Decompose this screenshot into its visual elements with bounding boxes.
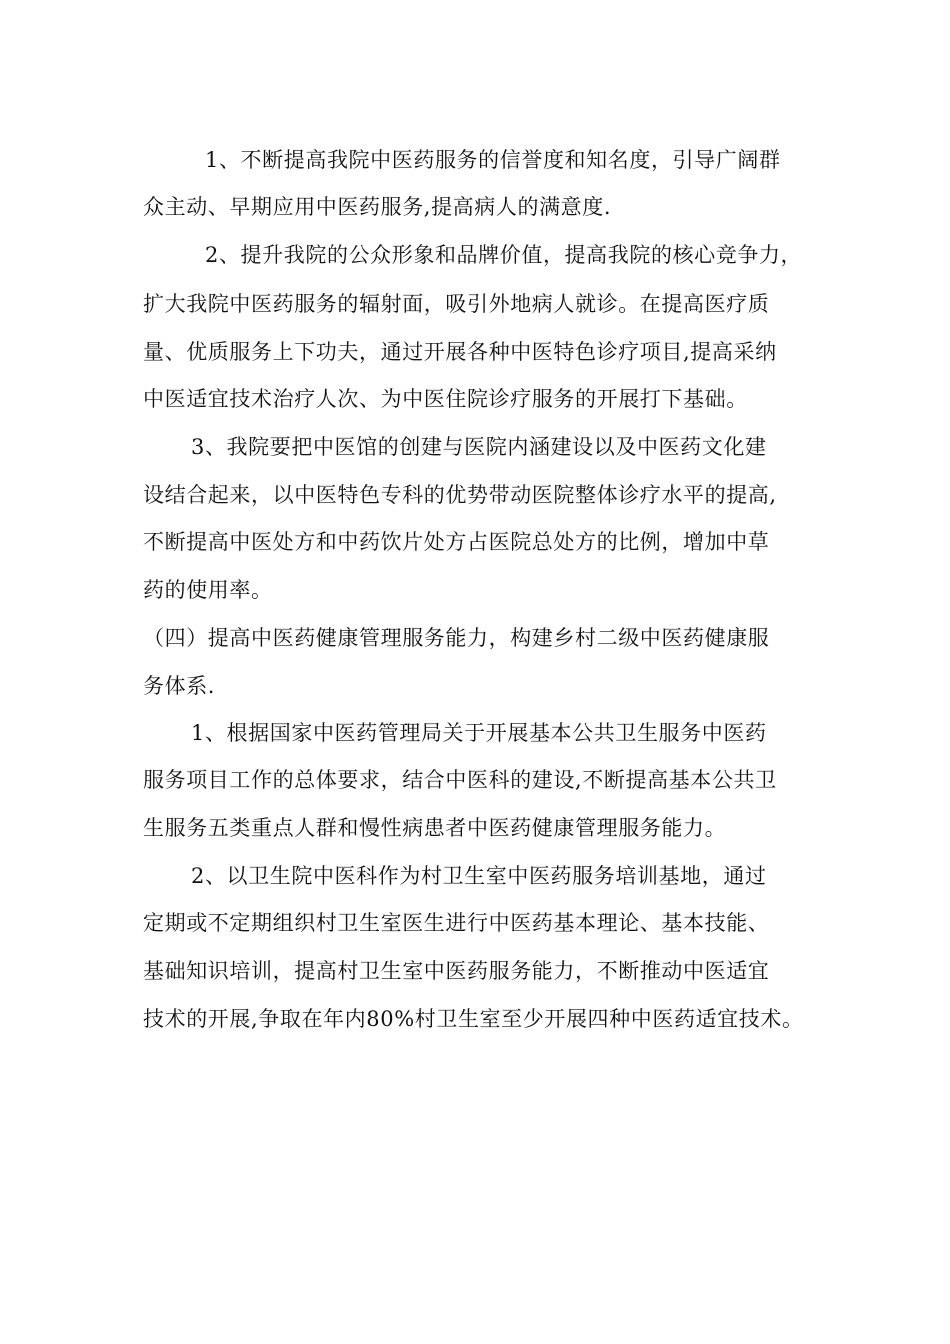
paragraph-5-line-4: 技术的开展,争取在年内80%村卫生室至少开展四种中医药适宜技术。 — [143, 1007, 804, 1031]
paragraph-3-line-2: 设结合起来，以中医特色专科的优势带动医院整体诊疗水平的提高, — [143, 483, 777, 507]
paragraph-1-line-2: 众主动、早期应用中医药服务,提高病人的满意度. — [143, 195, 612, 219]
paragraph-5-line-2: 定期或不定期组织村卫生室医生进行中医药基本理论、基本技能、 — [143, 911, 770, 935]
paragraph-2-line-3: 量、优质服务上下功夫，通过开展各种中医特色诊疗项目,提高采纳 — [143, 340, 777, 364]
paragraph-4-line-3: 生服务五类重点人群和慢性病患者中医药健康管理服务能力。 — [143, 816, 727, 840]
paragraph-5-line-1: 2、以卫生院中医科作为村卫生室中医药服务培训基地，通过 — [191, 864, 767, 888]
paragraph-2-line-4: 中医适宜技术治疗人次、为中医住院诊疗服务的开展打下基础。 — [143, 387, 748, 411]
paragraph-3-line-3: 不断提高中医处方和中药饮片处方占医院总处方的比例，增加中草 — [143, 530, 770, 554]
paragraph-4-line-2: 服务项目工作的总体要求，结合中医科的建设,不断提高基本公共卫 — [143, 768, 777, 792]
section-heading-4-line-1: （四）提高中医药健康管理服务能力，构建乡村二级中医药健康服 — [143, 626, 770, 650]
paragraph-5-line-3: 基础知识培训，提高村卫生室中医药服务能力，不断推动中医适宜 — [143, 959, 770, 983]
paragraph-3-line-1: 3、我院要把中医馆的创建与医院内涵建设以及中医药文化建 — [191, 435, 767, 459]
paragraph-2-line-1: 2、提升我院的公众形象和品牌价值，提高我院的核心竞争力， — [205, 243, 803, 267]
paragraph-4-line-1: 1、根据国家中医药管理局关于开展基本公共卫生服务中医药 — [191, 721, 767, 745]
section-heading-4-line-2: 务体系. — [143, 674, 216, 698]
paragraph-1-line-1: 1、不断提高我院中医药服务的信誉度和知名度，引导广阔群 — [205, 148, 781, 172]
paragraph-3-line-4: 药的使用率。 — [143, 578, 273, 602]
paragraph-2-line-2: 扩大我院中医药服务的辐射面，吸引外地病人就诊。在提高医疗质 — [143, 292, 770, 316]
